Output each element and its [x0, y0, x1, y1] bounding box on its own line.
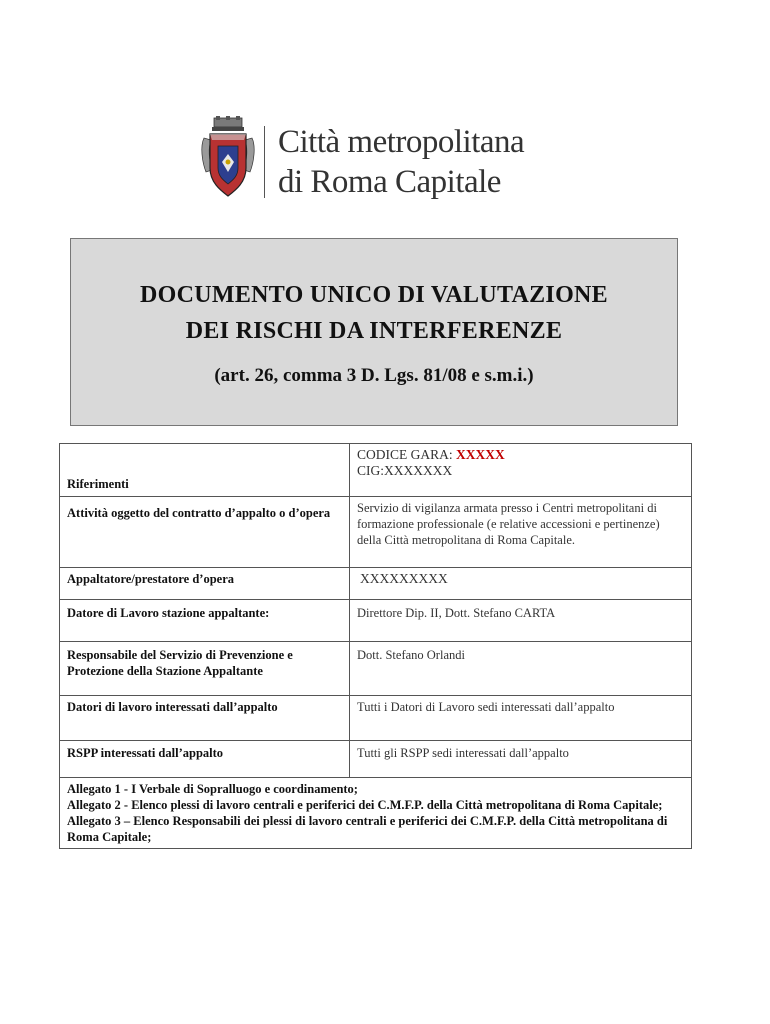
org-name-line1: Città metropolitana: [278, 124, 525, 160]
org-name-line2: di Roma Capitale: [278, 164, 501, 200]
cig-value: CIG:XXXXXXX: [357, 463, 453, 478]
codice-gara-label: CODICE GARA:: [357, 447, 457, 462]
allegato-1: Allegato 1 - I Verbale di Sopralluogo e coordinamento;: [67, 782, 358, 796]
datori-interessati-value: Tutti i Datori di Lavoro sedi interessati dall’appalto: [350, 696, 692, 741]
allegati-list: [60, 778, 692, 849]
document-title: [71, 277, 677, 349]
table-row: [60, 600, 692, 642]
riferimenti-value: [350, 444, 692, 497]
document-title-line2: DEI RISCHI DA INTERFERENZE: [185, 318, 563, 344]
table-row: [60, 568, 692, 600]
document-title-line1: DOCUMENTO UNICO DI VALUTAZIONE: [140, 282, 608, 308]
org-logo: [198, 112, 558, 212]
appaltatore-label: Appaltatore/prestatore d’opera: [60, 568, 350, 600]
datori-interessati-label: Datori di lavoro interessati dall’appalto: [60, 696, 350, 741]
info-table: [59, 443, 692, 849]
attivita-label: Attività oggetto del contratto d’appalto o d’opera: [60, 497, 350, 568]
appaltatore-value: XXXXXXXXX: [350, 568, 692, 600]
table-row: [60, 778, 692, 849]
allegato-3: Allegato 3 – Elenco Responsabili dei plessi di lavoro centrali e periferici dei C.M.F.P. della Città metropolitana di Roma Capitale;: [67, 814, 668, 844]
rspp-value: Tutti gli RSPP sedi interessati dall’appalto: [350, 741, 692, 778]
table-row: [60, 741, 692, 778]
rspp-label: RSPP interessati dall’appalto: [60, 741, 350, 778]
datore-label: Datore di Lavoro stazione appaltante:: [60, 600, 350, 642]
coat-of-arms-icon: [200, 116, 256, 200]
responsabile-label: Responsabile del Servizio di Prevenzione e Protezione della Stazione Appaltante: [60, 642, 350, 696]
document-title-box: [70, 238, 678, 426]
codice-gara: [357, 447, 684, 463]
table-row: [60, 696, 692, 741]
attivita-value: Servizio di vigilanza armata presso i Centri metropolitani di formazione professionale (e relative accessioni e pertinenze) della Città metropolitana di Roma Capitale.: [350, 497, 692, 568]
document-subtitle: (art. 26, comma 3 D. Lgs. 81/08 e s.m.i.): [214, 365, 534, 386]
table-row: [60, 642, 692, 696]
responsabile-value: Dott. Stefano Orlandi: [350, 642, 692, 696]
riferimenti-label: Riferimenti: [60, 444, 350, 497]
org-name: [278, 122, 524, 202]
table-row: [60, 497, 692, 568]
allegato-2: Allegato 2 - Elenco plessi di lavoro centrali e periferici dei C.M.F.P. della Città metropolitana di Roma Capitale;: [67, 798, 663, 812]
codice-gara-value: XXXXX: [456, 447, 505, 462]
table-row: [60, 444, 692, 497]
datore-value: Direttore Dip. II, Dott. Stefano CARTA: [350, 600, 692, 642]
logo-divider: [264, 126, 265, 198]
